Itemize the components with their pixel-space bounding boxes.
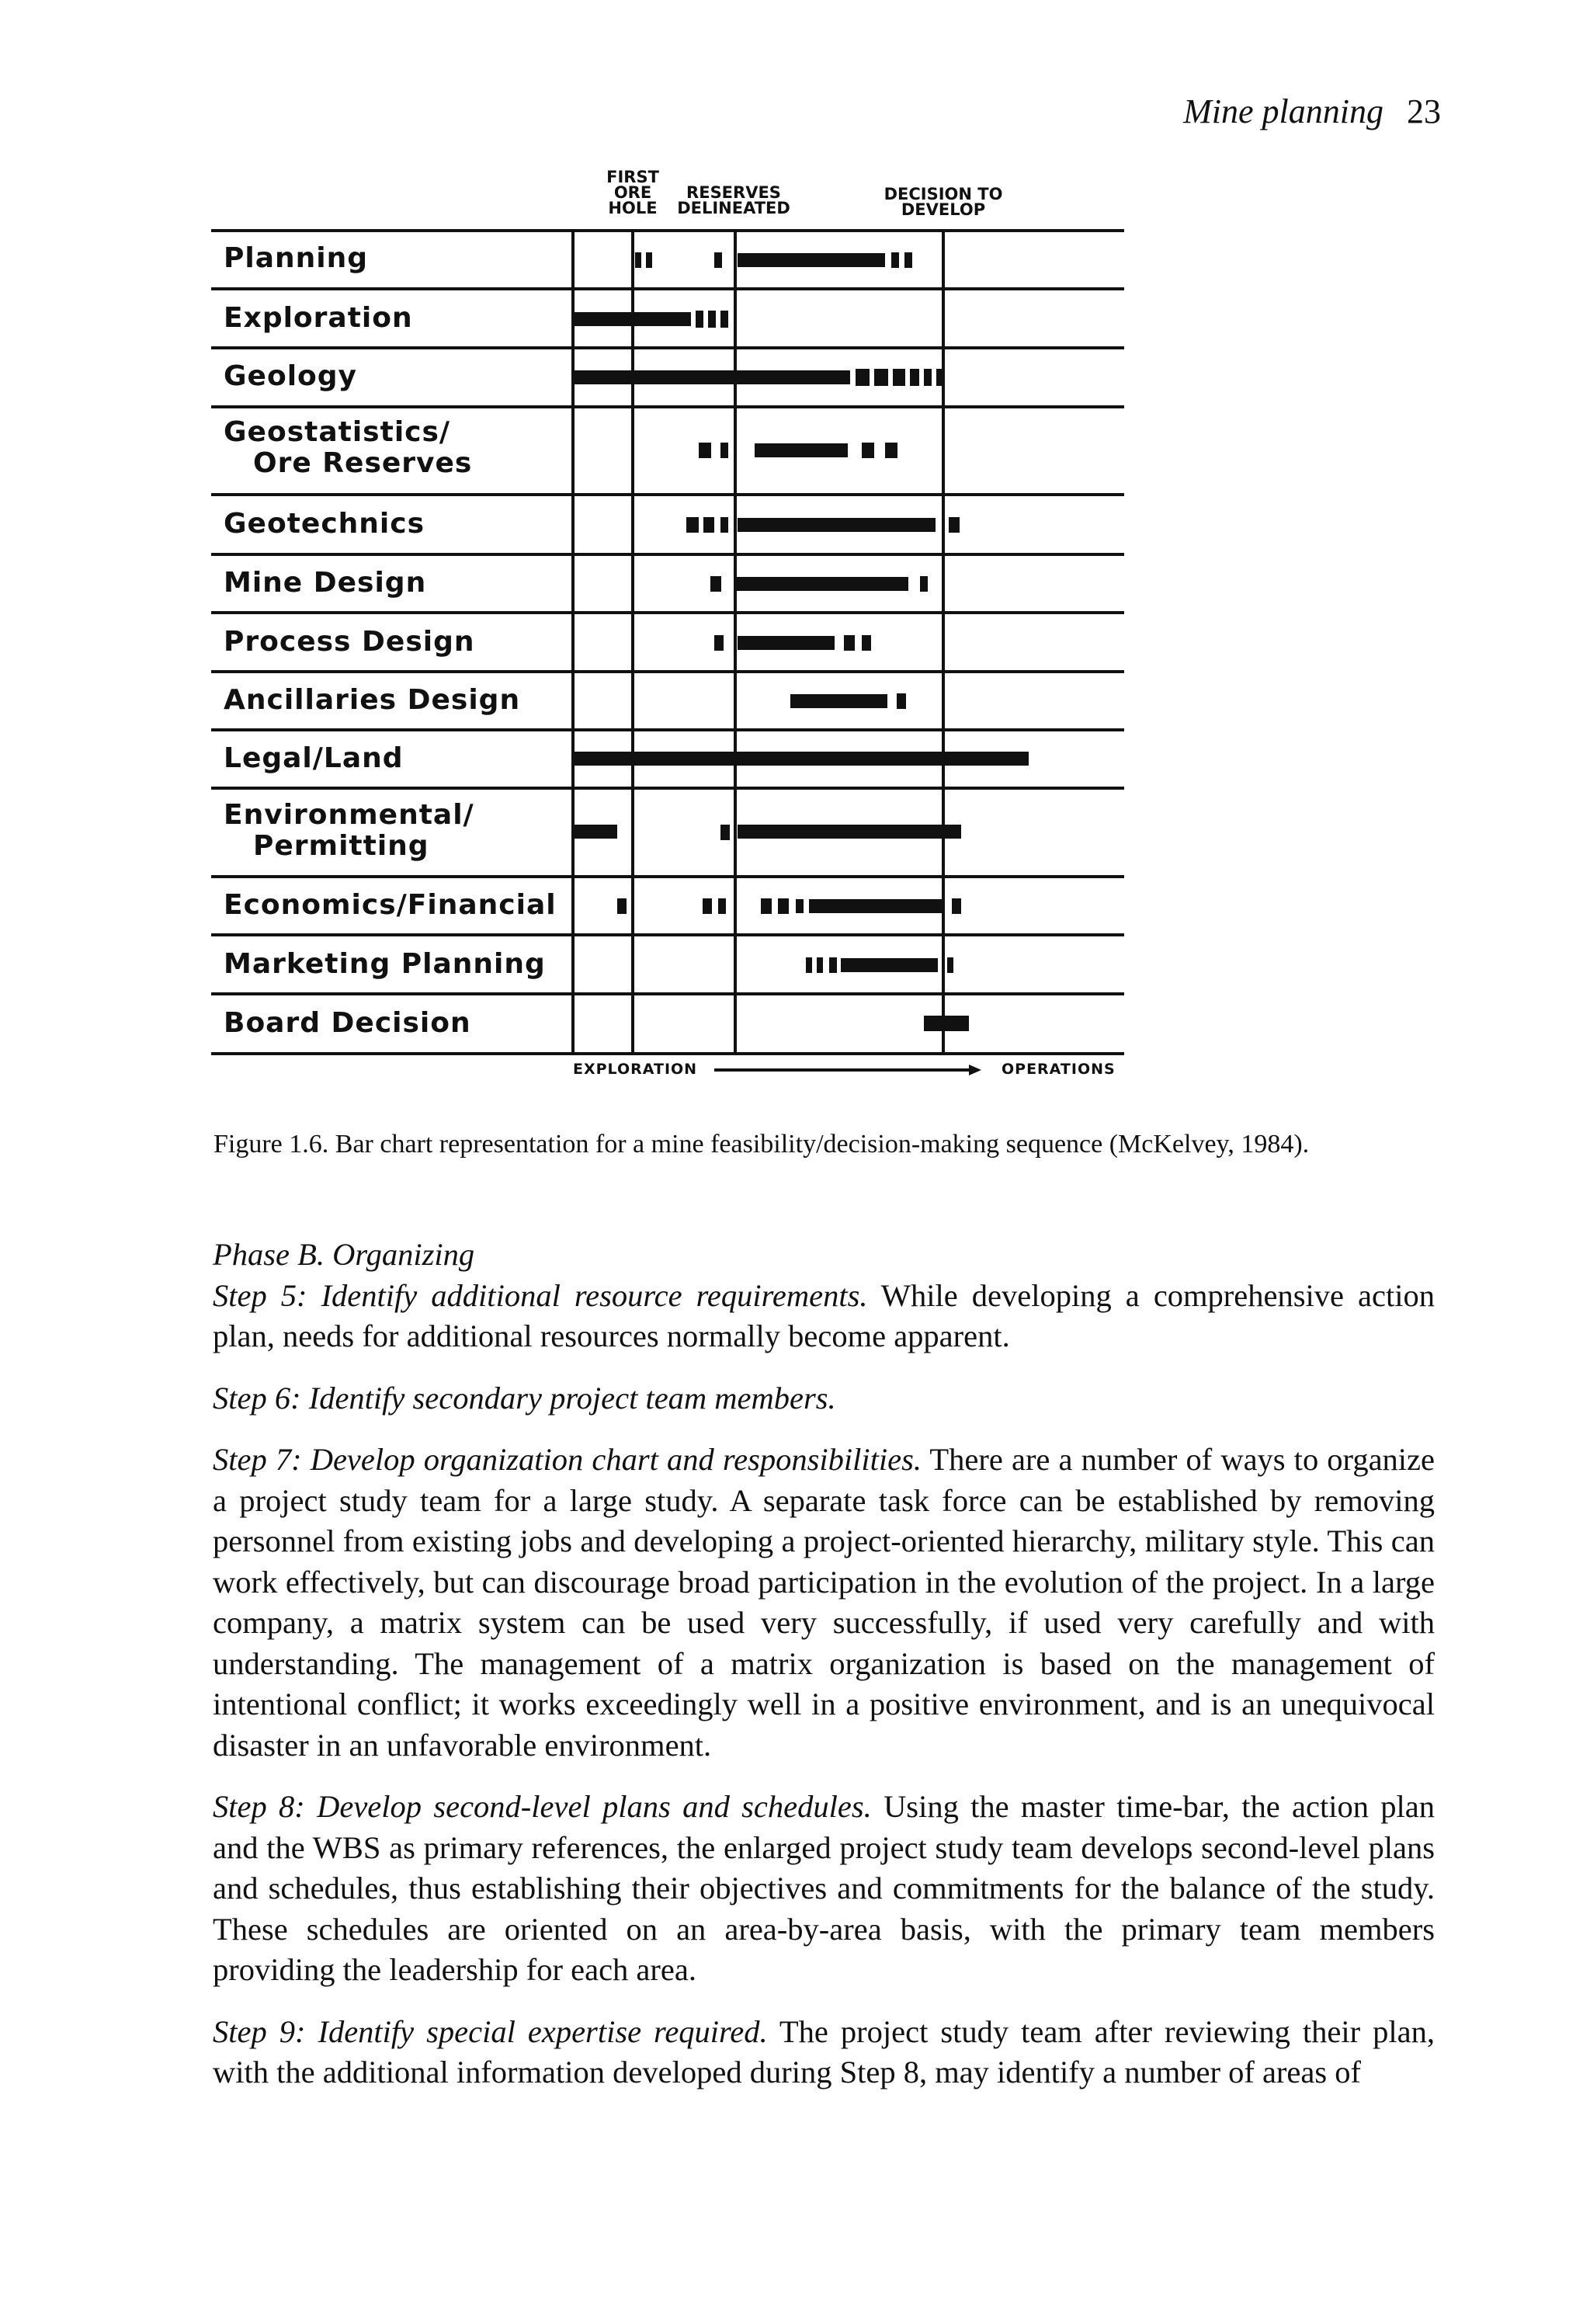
bar-environmental-seg (720, 825, 730, 840)
bar-ancillaries-seg (897, 693, 906, 709)
bar-economics-seg (718, 898, 726, 914)
bar-geology-seg (893, 369, 905, 386)
row-label-line1: Geostatistics/ (224, 416, 451, 448)
step-title: Step 9: Identify special expertise required. (213, 2013, 768, 2049)
milestone-text: HOLE (608, 199, 658, 217)
bar-ancillaries-main (790, 694, 887, 708)
bar-geostatistics-seg (862, 443, 874, 458)
activity-bars (575, 252, 1029, 1031)
step-paragraph (213, 1787, 1435, 1991)
bar-planning-main (738, 253, 885, 267)
bar-economics-seg (761, 898, 772, 914)
bar-mine-design-seg (710, 576, 721, 592)
row-label-geotechnics: Geotechnics (224, 508, 425, 540)
milestone-reserves-delineated (660, 185, 807, 216)
step-title: Step 6: Identify secondary project team members. (213, 1380, 836, 1416)
bar-marketing-main (841, 958, 938, 972)
bar-marketing-seg (817, 957, 823, 973)
bar-planning-seg (714, 252, 722, 268)
step-text: There are a number of ways to organize a project study team for a large study. A separate task force can be established by removing personnel from existing jobs and developing a project-oriented hierarchy, military style. This can work effectively, but can discourage broad participation in the evolution of the project. In a large company, a matrix system can be used very successfully, if used very carefully and with understanding. The management of a matrix organization is based on the management of intentional conflict; it works exceedingly well in a positive environment, and is an unequivocal disaster in an unfavorable environment. (213, 1442, 1435, 1763)
step-paragraph (213, 2012, 1435, 2093)
bar-exploration-seg (696, 311, 703, 328)
step-text: The project study team after reviewing their plan, with the additional information developed during Step 8, may identify a number of areas of (213, 2013, 1435, 2090)
bar-marketing-seg (829, 957, 837, 973)
bar-geotechnics-seg (686, 517, 699, 533)
bar-process-design-seg (714, 635, 724, 651)
milestone-text: FIRST (606, 168, 659, 186)
step-title: Step 5: Identify additional resource requirements. (213, 1277, 868, 1313)
bar-process-design-seg (844, 635, 855, 651)
bar-geostatistics-seg (885, 443, 897, 458)
bar-process-design-seg (862, 635, 871, 651)
row-label-exploration: Exploration (224, 302, 413, 334)
bar-economics-seg (703, 898, 712, 914)
row-label-board-decision: Board Decision (224, 1007, 471, 1039)
bar-geology-seg (856, 369, 870, 386)
figure-caption: Figure 1.6. Bar chart representation for a mine feasibility/decision-making sequence (McKelvey, 1984). (214, 1130, 1310, 1159)
bar-planning-seg (635, 252, 641, 268)
row-label-line2: Ore Reserves (253, 447, 473, 479)
bar-legal-land-main (575, 752, 1029, 766)
milestone-text: DELINEATED (677, 199, 790, 217)
bar-exploration-seg (708, 311, 716, 328)
bar-geology-seg (874, 369, 888, 386)
bar-geostatistics-seg (720, 443, 728, 458)
running-title: Mine planning (1183, 92, 1383, 130)
row-label-mine-design: Mine Design (224, 567, 427, 599)
page-number: 23 (1407, 92, 1441, 130)
bar-geology-seg (924, 369, 932, 386)
bar-exploration-main (575, 312, 691, 326)
bar-environmental-main (738, 825, 961, 839)
bar-geotechnics-seg (720, 517, 728, 533)
feasibility-bar-chart (202, 155, 1133, 1087)
bar-economics-seg (778, 898, 789, 914)
milestone-decision-to-develop (866, 186, 1021, 217)
row-label-planning: Planning (224, 242, 369, 274)
step-paragraph (213, 1378, 1435, 1419)
bar-geotechnics-seg (703, 517, 714, 533)
bar-board-decision (924, 1016, 969, 1031)
row-label-geology: Geology (224, 360, 358, 392)
bar-geotechnics-seg (949, 517, 960, 533)
step-paragraph (213, 1440, 1435, 1766)
bar-economics-seg (796, 899, 804, 913)
milestone-text: DEVELOP (901, 200, 986, 219)
bar-mine-design-seg (920, 576, 928, 592)
milestone-first-ore-hole (598, 169, 668, 216)
running-header (1183, 92, 1441, 131)
step-title: Step 7: Develop organization chart and responsibilities. (213, 1442, 922, 1477)
milestone-text: RESERVES (686, 183, 781, 202)
axis-label-exploration: EXPLORATION (573, 1061, 698, 1078)
axis-arrow-head (969, 1065, 981, 1075)
row-label-economics: Economics/Financial (224, 889, 557, 921)
row-label-line2: Permitting (253, 830, 429, 862)
bar-economics-main (809, 899, 945, 913)
bar-planning-seg (904, 252, 912, 268)
bar-planning-seg (646, 252, 652, 268)
axis-label-operations: OPERATIONS (1002, 1061, 1116, 1078)
bar-economics-seg (617, 898, 627, 914)
step-title: Step 8: Develop second-level plans and schedules. (213, 1789, 872, 1824)
chart-graphics (202, 155, 1133, 1087)
step-paragraph (213, 1276, 1435, 1357)
bar-geology-seg (936, 369, 943, 386)
body-text (213, 1235, 1435, 2114)
bar-process-design-main (738, 636, 835, 650)
phase-heading: Phase B. Organizing (213, 1237, 475, 1272)
bar-environmental-seg (575, 825, 617, 839)
row-label-line1: Environmental/ (224, 799, 474, 831)
bar-geostatistics-seg (699, 443, 711, 458)
milestone-text: DECISION TO (884, 185, 1003, 203)
time-axis-arrow (714, 1065, 981, 1075)
bar-economics-seg (952, 898, 961, 914)
step-text: While developing a comprehensive action plan, needs for additional resources normally become apparent. (213, 1277, 1435, 1353)
bar-geotechnics-main (738, 518, 936, 532)
milestone-text: ORE (613, 183, 652, 202)
row-label-legal-land: Legal/Land (224, 742, 404, 774)
row-label-marketing: Marketing Planning (224, 948, 546, 980)
row-label-process-design: Process Design (224, 626, 475, 658)
row-label-ancillaries-design: Ancillaries Design (224, 684, 521, 716)
bar-mine-design-main (736, 577, 908, 591)
bar-geostatistics-main (755, 443, 848, 457)
bar-marketing-seg (947, 957, 953, 973)
bar-exploration-seg (720, 311, 728, 328)
row-label-geostatistics (224, 417, 565, 479)
bar-geology-main (575, 370, 850, 384)
row-label-environmental (224, 800, 565, 862)
bar-planning-seg (891, 252, 899, 268)
bar-geology-seg (910, 369, 919, 386)
step-text: Using the master time-bar, the action plan and the WBS as primary references, the enlarged project study team develops second-level plans and schedules, thus establishing their objectives and commitments for the balance of the study. These schedules are oriented on an area-by-area basis, with the primary team members providing the leadership for each area. (213, 1789, 1435, 1987)
bar-marketing-seg (806, 957, 812, 973)
